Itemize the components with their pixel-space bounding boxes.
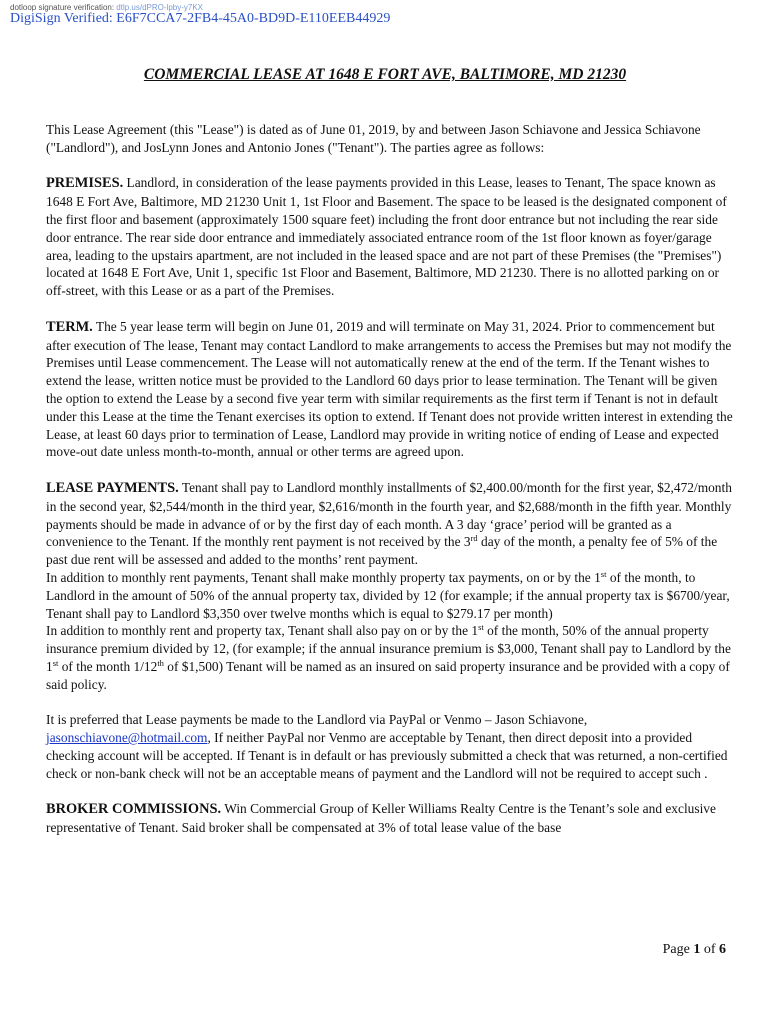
lease-payments-paragraph xyxy=(46,479,736,569)
insurance-text-a: In addition to monthly rent and property tax, Tenant shall also pay on or by the 1 xyxy=(46,623,479,639)
intro-paragraph: This Lease Agreement (this "Lease") is dated as of June 01, 2019, by and between Jason Schiavone and Jessica Schiavone ("Landlord"), and JosLynn Jones and Antonio Jones ("Tenant"). The parties agree as follows: xyxy=(46,122,701,155)
property-tax-paragraph xyxy=(46,569,736,622)
premises-text: Landlord, in consideration of the lease payments provided in this Lease, leases to Tenant, The space known as 1648 E Fort Ave, Baltimore, MD 21230 Unit 1, 1st Floor and Basement. The space to be leased is the designated component of the first floor and basement (approximately 1500 square feet) including the front door entrance but not including the rear side door entrance. The rear side door entrance and immediately associated entrance room of the 1st floor known as foyer/garage area, leading to the upstairs apartment, are not included in the leased space and are not part of these Premises (the "Premises") located at 1648 E Fort Ave, Unit 1, specific 1st Floor and Basement, Baltimore, MD 21230. There is no allotted parking on or off-street, with this Lease or as a part of the Premises. xyxy=(46,175,727,299)
page-label: Page xyxy=(662,942,690,957)
broker-text: Win Commercial Group of Keller Williams Realty Centre is the Tenant’s sole and exclusive representative of Tenant. Said broker shall be compensated at 3% of total lease value of the base xyxy=(46,801,716,836)
document-body xyxy=(46,121,736,855)
digisign-verified-stamp: DigiSign Verified: E6F7CCA7-2FB4-45A0-BD9D-E110EEB44929 xyxy=(10,11,391,26)
verification-label: dotloop signature verification: xyxy=(10,3,115,12)
page-of: of xyxy=(703,942,716,957)
premises-paragraph xyxy=(46,174,736,300)
superscript: st xyxy=(478,622,484,633)
term-heading: TERM. xyxy=(46,318,93,335)
insurance-text-d: of $1,500) Tenant will be named as an insured on said property insurance and be provided with a copy of said policy. xyxy=(46,658,730,692)
superscript: th xyxy=(157,657,164,668)
email-link[interactable]: jasonschiavone@hotmail.com xyxy=(46,730,208,746)
insurance-text-c: of the month 1/12 xyxy=(58,658,158,674)
page-current: 1 xyxy=(693,942,701,957)
term-paragraph xyxy=(46,318,736,461)
document-title: COMMERCIAL LEASE AT 1648 E FORT AVE, BALTIMORE, MD 21230 xyxy=(143,66,627,83)
lease-payments-text-a: Tenant shall pay to Landlord monthly installments of $2,400.00/month for the first year, $2,472/month in the second year, $2,544/month in the third year, $2,616/month in the fourth year, and $2,688/month in the fifth year. Monthly payments should be made in advance of or by the first day of each month. A 3 day ‘grace’ period will be granted as a convenience to the Tenant. If the monthly rent payment is not received by the 3 xyxy=(46,479,732,550)
page-number xyxy=(663,942,726,958)
premises-heading: PREMISES. xyxy=(46,175,124,192)
page-total: 6 xyxy=(719,942,726,957)
term-text: The 5 year lease term will begin on June 01, 2019 and will terminate on May 31, 2024. Prior to commencement but after execution of The lease, Tenant may contact Landlord to make arrangements to access the Premises but may not modify the Premises until Lease commencement. The Lease will not automatically renew at the end of the term. If the Tenant wishes to extend the lease, written notice must be provided to the Landlord 60 days prior to lease termination. The Tenant will be given the option to extend the Lease by a second five year term with similar requirements as the first term if Tenant is not in default under this Lease at the time the Tenant exercises its option to extend. If Tenant does not provide written interest in extending the Lease, at least 60 days prior to termination of Lease, Landlord may provide in writing notice of ending of Lease and expected move-out date unless month-to-month, annual or other terms are agreed upon. xyxy=(46,318,733,460)
broker-heading: BROKER COMMISSIONS. xyxy=(46,801,222,818)
property-tax-text-a: In addition to monthly rent payments, Tenant shall make monthly property tax payments, on or by the 1 xyxy=(46,569,601,585)
payment-method-text-b: , If neither PayPal nor Venmo are acceptable by Tenant, then direct deposit into a provided checking account will be accepted. If Tenant is in default or has previously submitted a check that was returned, a non-certified check or non-bank check will not be an acceptable means of payment and the Landlord will not be required to accept such . xyxy=(46,730,728,781)
property-tax-text-b: of the month, to Landlord in the amount of 50% of the annual property tax, divided by 12 (for example; if the annual property tax is $6700/year, Tenant shall pay to Landlord $3,350 over twelve months which is equal to $279.17 per month) xyxy=(46,569,730,621)
broker-paragraph xyxy=(46,800,736,837)
lease-payments-heading: LEASE PAYMENTS. xyxy=(46,479,179,496)
verification-link[interactable]: dtlp.us/dPRO-lpby-y7KX xyxy=(116,3,203,12)
insurance-text-b: of the month, 50% of the annual property insurance premium divided by 12, (for example; if the annual insurance premium is $3,000, Tenant shall pay to Landlord by the 1 xyxy=(46,623,731,674)
superscript: rd xyxy=(470,533,478,544)
payment-method-text-a: It is preferred that Lease payments be made to the Landlord via PayPal or Venmo – Jason Schiavone, xyxy=(46,712,588,728)
lease-payments-text-b: day of the month, a penalty fee of 5% of the past due rent will be assessed and added to the months’ rent payment. xyxy=(46,534,718,568)
payment-method-paragraph xyxy=(46,711,736,782)
superscript: st xyxy=(600,568,607,579)
superscript: st xyxy=(52,657,59,668)
insurance-paragraph xyxy=(46,622,736,693)
